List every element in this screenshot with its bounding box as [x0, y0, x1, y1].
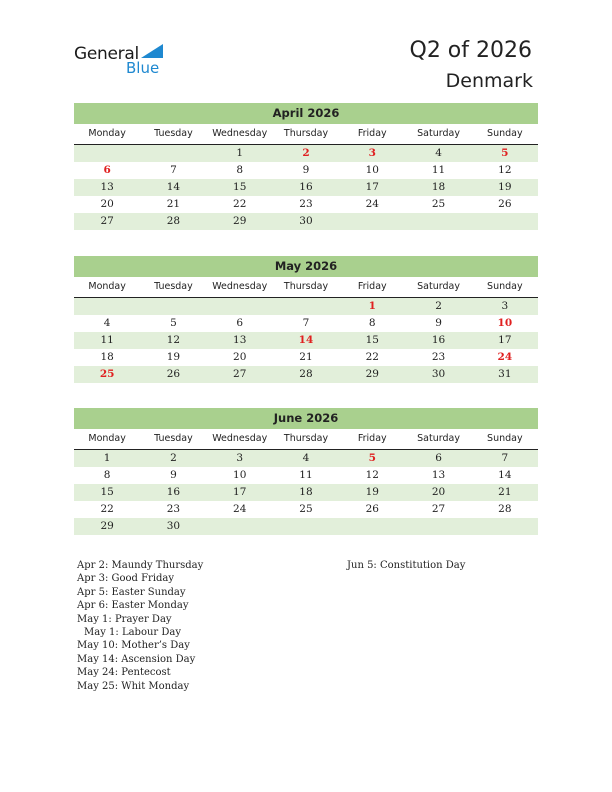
day-cell: 9	[170, 469, 177, 481]
weekday-header-row	[74, 279, 538, 298]
day-cell: 9	[302, 164, 310, 176]
day-cell: 27	[100, 215, 114, 227]
day-cell: 15	[233, 181, 247, 193]
holiday-day-cell: 5	[501, 147, 509, 159]
weekday-label: Friday	[357, 281, 387, 292]
month-calendar	[74, 408, 538, 535]
weekday-label: Wednesday	[212, 433, 268, 444]
day-cell: 8	[236, 164, 244, 176]
day-cell: 22	[365, 351, 379, 363]
month-header: April 2026	[74, 103, 538, 124]
holiday-day-cell: 6	[103, 164, 111, 176]
day-cell: 7	[501, 452, 509, 464]
weekday-label: Sunday	[487, 433, 523, 444]
day-cell: 11	[100, 334, 114, 346]
day-cell: 14	[498, 469, 512, 481]
day-cell: 27	[431, 503, 446, 515]
day-cell: 25	[299, 503, 313, 515]
week-row	[74, 366, 538, 383]
month-header: June 2026	[74, 408, 538, 429]
day-cell: 20	[233, 351, 247, 363]
day-cell: 31	[498, 368, 512, 380]
week-row	[74, 501, 538, 518]
day-cell: 10	[233, 469, 247, 481]
weekday-label: Friday	[357, 128, 387, 139]
day-cell: 28	[299, 368, 313, 380]
weekday-label: Saturday	[417, 433, 460, 444]
empty-day-cell	[140, 145, 206, 162]
empty-day-cell	[74, 298, 140, 315]
day-cell: 4	[435, 147, 442, 159]
week-row	[74, 162, 538, 179]
day-cell: 20	[431, 486, 446, 498]
week-row	[74, 179, 538, 196]
logo-word-blue: Blue	[126, 59, 160, 77]
month-header: May 2026	[74, 256, 538, 277]
holiday-list-item: Apr 6: Easter Monday	[77, 600, 189, 612]
day-cell: 26	[166, 368, 181, 380]
day-cell: 7	[302, 317, 310, 329]
day-cell: 30	[166, 520, 181, 532]
holiday-list-item: Apr 5: Easter Sunday	[77, 586, 186, 598]
day-cell: 26	[365, 503, 379, 515]
holiday-list-left	[77, 559, 203, 693]
day-cell: 22	[233, 198, 247, 210]
month-calendar	[74, 256, 538, 383]
day-cell: 12	[365, 469, 379, 481]
holiday-list-item: May 1: Prayer Day	[77, 613, 172, 625]
weekday-label: Tuesday	[154, 128, 193, 139]
empty-day-cell	[273, 298, 339, 315]
day-cell: 30	[431, 368, 446, 380]
week-row	[74, 213, 538, 230]
holiday-list-item: May 1: Labour Day	[84, 626, 181, 638]
day-cell: 22	[100, 503, 114, 515]
logo-word-general: General	[74, 44, 139, 64]
weekday-label: Wednesday	[212, 128, 268, 139]
day-cell: 29	[365, 368, 379, 380]
weekday-label: Sunday	[487, 281, 523, 292]
week-row	[74, 315, 538, 332]
day-cell: 1	[236, 147, 244, 159]
week-row	[74, 450, 538, 467]
holiday-day-cell: 3	[368, 147, 376, 159]
day-cell: 29	[233, 215, 247, 227]
day-cell: 8	[368, 317, 376, 329]
day-cell: 19	[166, 351, 181, 363]
day-cell: 6	[236, 317, 244, 329]
holiday-list-item: Jun 5: Constitution Day	[347, 560, 466, 571]
day-cell: 17	[498, 334, 512, 346]
page-subtitle-country: Denmark	[445, 70, 533, 92]
day-cell: 5	[170, 317, 177, 329]
holiday-list-item: May 10: Mother’s Day	[77, 640, 190, 652]
holiday-list-item: May 24: Pentecost	[77, 667, 171, 679]
holiday-day-cell: 2	[302, 147, 310, 159]
empty-day-cell	[207, 518, 273, 535]
day-cell: 29	[100, 520, 114, 532]
day-cell: 16	[299, 181, 313, 193]
day-cell: 9	[435, 317, 442, 329]
day-cell: 15	[365, 334, 379, 346]
holiday-list-item: May 25: Whit Monday	[77, 680, 190, 692]
day-cell: 17	[365, 181, 379, 193]
weekday-label: Monday	[88, 433, 126, 444]
weekday-label: Thursday	[283, 281, 329, 292]
holiday-day-cell: 25	[99, 368, 115, 380]
week-row	[74, 332, 538, 349]
day-cell: 16	[166, 486, 181, 498]
day-cell: 23	[431, 351, 446, 363]
empty-day-cell	[273, 518, 339, 535]
day-cell: 3	[501, 300, 509, 312]
weekday-header-row	[74, 431, 538, 450]
day-cell: 28	[498, 503, 512, 515]
weekday-label: Thursday	[283, 433, 329, 444]
day-cell: 11	[431, 164, 446, 176]
day-cell: 28	[166, 215, 181, 227]
day-cell: 6	[435, 452, 442, 464]
week-row	[74, 518, 538, 535]
day-cell: 3	[236, 452, 244, 464]
day-cell: 7	[170, 164, 177, 176]
weekday-label: Tuesday	[154, 433, 193, 444]
day-cell: 8	[103, 469, 111, 481]
day-cell: 13	[100, 181, 114, 193]
week-row	[74, 484, 538, 501]
day-cell: 23	[166, 503, 181, 515]
empty-day-cell	[472, 213, 538, 230]
day-cell: 18	[100, 351, 114, 363]
weekday-label: Thursday	[283, 128, 329, 139]
day-cell: 19	[365, 486, 379, 498]
day-cell: 13	[233, 334, 247, 346]
logo-triangle-icon	[141, 44, 163, 58]
day-cell: 24	[365, 198, 379, 210]
week-row	[74, 196, 538, 213]
day-cell: 17	[233, 486, 247, 498]
day-cell: 13	[431, 469, 446, 481]
empty-day-cell	[405, 213, 471, 230]
day-cell: 15	[100, 486, 114, 498]
day-cell: 2	[435, 300, 442, 312]
day-cell: 18	[431, 181, 446, 193]
holiday-list-item: Apr 2: Maundy Thursday	[77, 560, 204, 571]
day-cell: 26	[498, 198, 512, 210]
general-blue-logo	[74, 40, 174, 80]
day-cell: 11	[299, 469, 313, 481]
day-cell: 4	[302, 452, 310, 464]
weekday-label: Friday	[357, 433, 387, 444]
holiday-day-cell: 5	[368, 452, 376, 464]
day-cell: 12	[498, 164, 512, 176]
day-cell: 18	[299, 486, 313, 498]
weekday-label: Saturday	[417, 128, 460, 139]
empty-day-cell	[207, 298, 273, 315]
weekday-label: Monday	[88, 128, 126, 139]
week-row	[74, 298, 538, 315]
day-cell: 1	[103, 452, 111, 464]
day-cell: 23	[299, 198, 313, 210]
week-row	[74, 467, 538, 484]
empty-day-cell	[74, 145, 140, 162]
weekday-label: Sunday	[487, 128, 523, 139]
day-cell: 24	[233, 503, 247, 515]
holiday-day-cell: 10	[497, 317, 513, 329]
day-cell: 21	[166, 198, 181, 210]
holiday-list-right	[347, 559, 465, 572]
day-cell: 20	[100, 198, 114, 210]
holiday-list-item: Apr 3: Good Friday	[77, 573, 175, 585]
day-cell: 16	[431, 334, 446, 346]
weekday-label: Saturday	[417, 281, 460, 292]
day-cell: 4	[103, 317, 111, 329]
day-cell: 21	[498, 486, 512, 498]
holiday-list-item: May 14: Ascension Day	[77, 653, 196, 665]
week-row	[74, 145, 538, 162]
page-title: Q2 of 2026	[409, 38, 532, 63]
empty-day-cell	[339, 518, 405, 535]
weekday-label: Wednesday	[212, 281, 268, 292]
day-cell: 14	[166, 181, 181, 193]
month-calendar	[74, 103, 538, 230]
day-cell: 25	[431, 198, 446, 210]
day-cell: 21	[299, 351, 313, 363]
weekday-header-row	[74, 126, 538, 145]
day-cell: 19	[498, 181, 512, 193]
holiday-day-cell: 1	[368, 300, 376, 312]
weekday-label: Monday	[88, 281, 126, 292]
weekday-label: Tuesday	[154, 281, 193, 292]
empty-day-cell	[405, 518, 471, 535]
empty-day-cell	[339, 213, 405, 230]
holiday-day-cell: 14	[298, 334, 314, 346]
week-row	[74, 349, 538, 366]
day-cell: 2	[170, 452, 177, 464]
day-cell: 27	[233, 368, 247, 380]
day-cell: 30	[299, 215, 313, 227]
holiday-day-cell: 24	[497, 351, 513, 363]
day-cell: 10	[365, 164, 379, 176]
day-cell: 12	[166, 334, 181, 346]
empty-day-cell	[472, 518, 538, 535]
empty-day-cell	[140, 298, 206, 315]
